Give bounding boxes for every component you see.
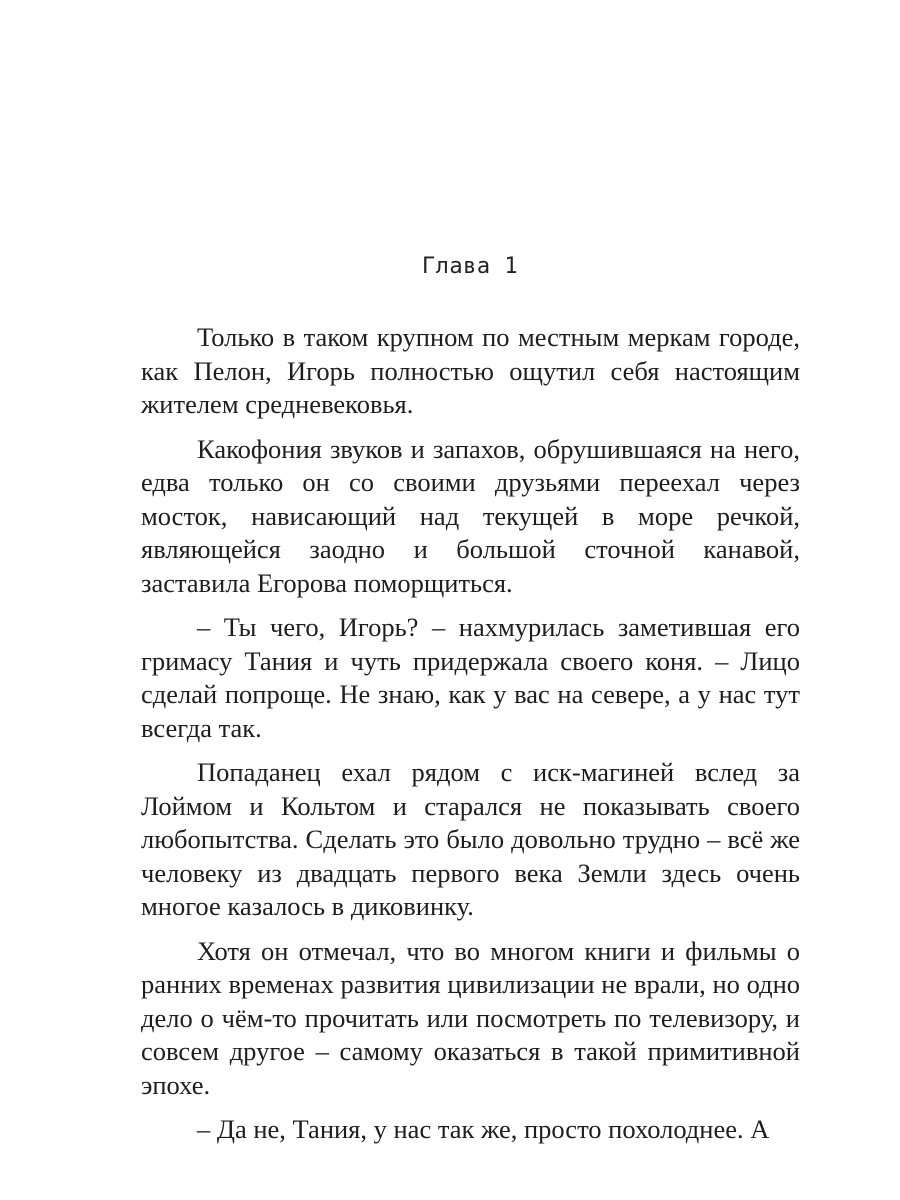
paragraph-5: Хотя он отмечал, что во многом книги и фильмы о ранних временах развития цивилизации не врали, но одно дело о чём-то прочитать или посмотреть по телевизору, и совсем другое – самому оказаться в такой примитивной эпохе.: [141, 935, 800, 1100]
paragraph-6: – Да не, Тания, у нас так же, просто похолоднее. А: [197, 1114, 770, 1144]
paragraph-1: Только в таком крупном по местным меркам городе, как Пелон, Игорь полностью ощутил себя настоящим жителем средневековья.: [141, 322, 800, 419]
paragraph-4: Попаданец ехал рядом с иск-магиней вслед за Лоймом и Кольтом и старался не показывать своего любопытства. Сделать это было довольно трудно – всё же человеку из двадцать первого века Земли здесь очень многое казалось в диковинку.: [141, 757, 800, 921]
paragraph-3: – Ты чего, Игорь? – нахмурилась заметившая его гримасу Тания и чуть придержала своего коня. – Лицо сделай попроще. Не знаю, как у вас на севере, а у нас тут всегда так.: [141, 612, 800, 743]
paragraph-2: Какофония звуков и запахов, обрушившаяся на него, едва только он со своими друзьями переехал через мосток, нависающий над текущей в море речкой, являющейся заодно и большой сточной канавой, заставила Егорова поморщиться.: [141, 433, 800, 598]
chapter-body: [141, 321, 800, 1158]
chapter-title: Глава 1: [421, 254, 519, 279]
